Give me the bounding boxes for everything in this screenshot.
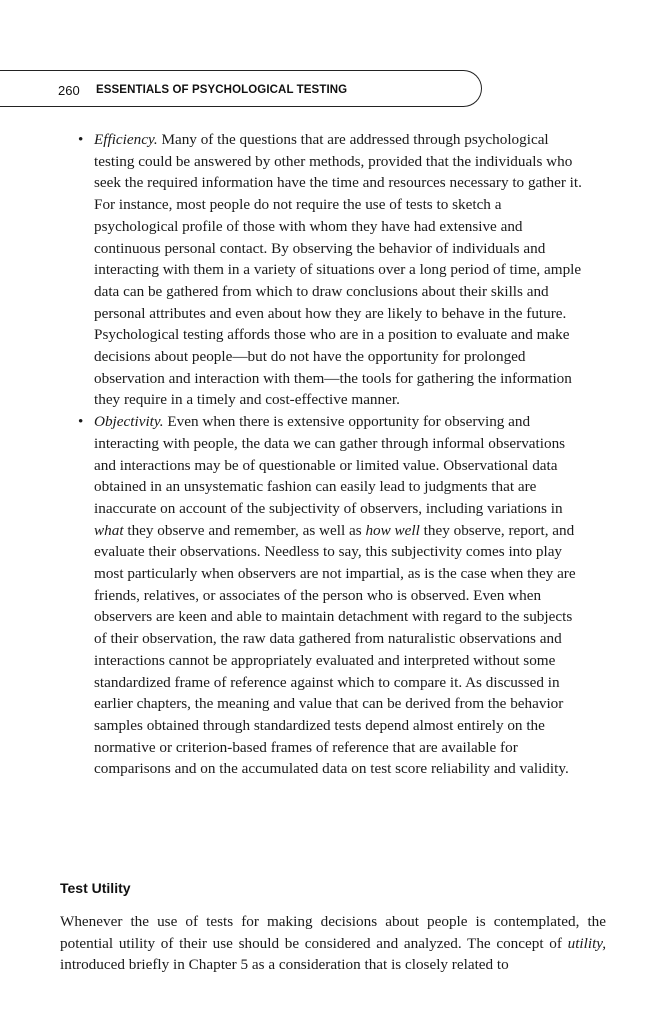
bullet-text [94,411,586,780]
emphasis-word: utility, [567,934,606,952]
body-paragraph [60,911,606,976]
emphasis-word: what [94,521,124,539]
running-head: ESSENTIALS OF PSYCHOLOGICAL TESTING [96,84,348,96]
section-heading: Test Utility [60,880,131,896]
bullet-icon: • [78,131,84,148]
bullet-body-part: Even when there is extensive opportunity for observing and interacting with people, the data we can gather through informal observations and interactions may be of questionable or limited value. Observational data obtained in an unsystematic fashion can easily lead to judgments that are inaccurate on account of the subjectivity of observers, including variations in [94,413,566,517]
paragraph-text: Whenever the use of tests for making decisions about people is contemplated, the potential utility of their use should be considered and analyzed. The concept of [60,913,606,952]
bullet-item-efficiency [78,129,586,411]
bullet-body: Many of the questions that are addressed through psychological testing could be answered by other methods, provided that the individuals who seek the required information have the time and resources necessary to gather it. For instance, most people do not require the use of tests to sketch a psychological profile of those with whom they have had extensive and continuous personal contact. By observing the behavior of individuals and interacting with them in a variety of situations over a long period of time, ample data can be gathered from which to draw conclusions about their skills and personal attributes and even about how they are likely to behave in the future. Psychological testing affords those who are in a position to evaluate and make decisions about people—but do not have the opportunity for prolonged observation and interaction with them—the tools for gathering the information they require in a timely and cost-effective manner. [94,131,582,409]
bullet-body-part: they observe and remember, as well as [123,521,366,539]
page-number: 260 [58,83,80,98]
bullet-item-objectivity [78,411,586,780]
bullet-list [78,129,586,780]
paragraph-text: introduced briefly in Chapter 5 as a consideration that is closely related to [60,956,509,974]
bullet-text [94,129,586,411]
bullet-term: Efficiency. [94,131,158,148]
emphasis-word: how well [365,521,420,539]
bullet-icon: • [78,413,84,431]
bullet-body-part: they observe, report, and evaluate their observations. Needless to say, this subjectivity comes into play most particularly when observers are not impartial, as is the case when they are friends, relatives, or associates of the person who is observed. Even when observers are keen and able to maintain detachment with regard to the subjects of their observation, the raw data gathered from naturalistic observations and interactions cannot be appropriately evaluated and interpreted without some standardized frame of reference against which to compare it. As discussed in earlier chapters, the meaning and value that can be derived from the behavior samples obtained through standardized tests depend almost entirely on the normative or criterion-based frames of reference that are available for comparisons and on the accumulated data on test score reliability and validity. [94,521,576,778]
bullet-term: Objectivity. [94,413,164,431]
